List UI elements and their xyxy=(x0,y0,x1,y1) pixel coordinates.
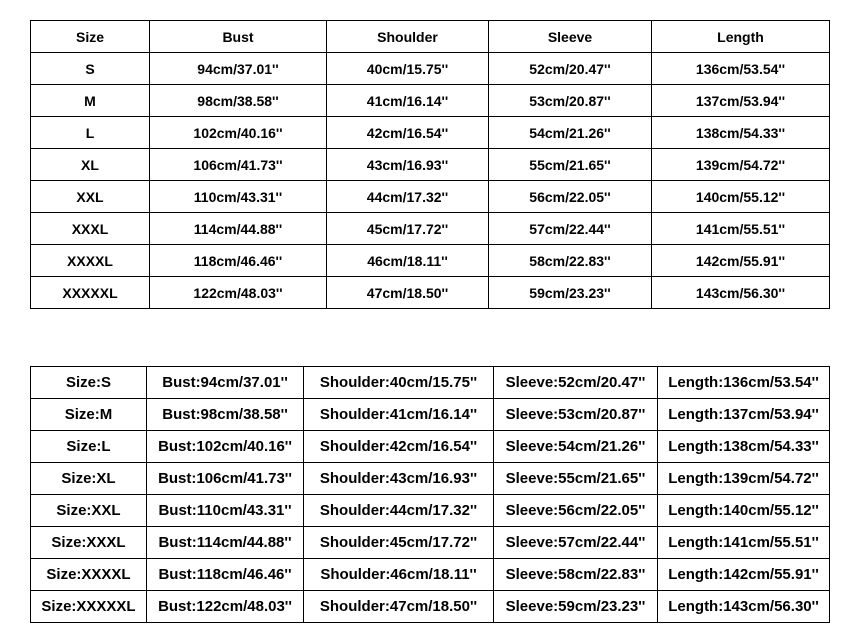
table-cell: Bust:98cm/38.58'' xyxy=(147,399,304,431)
table-cell: 43cm/16.93'' xyxy=(327,149,489,181)
table-cell: Shoulder:44cm/17.32'' xyxy=(304,495,494,527)
table-cell: Length:137cm/53.94'' xyxy=(658,399,830,431)
table-cell: 141cm/55.51'' xyxy=(652,213,830,245)
table-cell: Size:XXXL xyxy=(31,527,147,559)
table-cell: Size:M xyxy=(31,399,147,431)
table-cell: 40cm/15.75'' xyxy=(327,53,489,85)
table-cell: 139cm/54.72'' xyxy=(652,149,830,181)
table-cell: 58cm/22.83'' xyxy=(489,245,652,277)
table-cell: XXXL xyxy=(31,213,150,245)
table-cell: 102cm/40.16'' xyxy=(150,117,327,149)
table-cell: 98cm/38.58'' xyxy=(150,85,327,117)
table-cell: Size:XXXXXL xyxy=(31,591,147,623)
table-cell: 41cm/16.14'' xyxy=(327,85,489,117)
table-cell: 110cm/43.31'' xyxy=(150,181,327,213)
table-cell: XXXXXL xyxy=(31,277,150,309)
table-cell: Bust:118cm/46.46'' xyxy=(147,559,304,591)
table-row xyxy=(31,527,830,559)
table-row xyxy=(31,367,830,399)
table-cell: 52cm/20.47'' xyxy=(489,53,652,85)
table-cell: 59cm/23.23'' xyxy=(489,277,652,309)
column-header: Length xyxy=(652,21,830,53)
table-cell: Length:139cm/54.72'' xyxy=(658,463,830,495)
table-cell: 42cm/16.54'' xyxy=(327,117,489,149)
table-row xyxy=(31,495,830,527)
table-cell: Length:138cm/54.33'' xyxy=(658,431,830,463)
table-row xyxy=(31,53,830,85)
table-cell: XXL xyxy=(31,181,150,213)
table-cell: 94cm/37.01'' xyxy=(150,53,327,85)
table-cell: Length:143cm/56.30'' xyxy=(658,591,830,623)
table-cell: Size:L xyxy=(31,431,147,463)
table-cell: XXXXL xyxy=(31,245,150,277)
table-cell: M xyxy=(31,85,150,117)
table-header-row xyxy=(31,21,830,53)
table-cell: Bust:106cm/41.73'' xyxy=(147,463,304,495)
table-row xyxy=(31,591,830,623)
table-cell: Size:XXXXL xyxy=(31,559,147,591)
table-cell: 142cm/55.91'' xyxy=(652,245,830,277)
table-cell: 57cm/22.44'' xyxy=(489,213,652,245)
size-chart-table xyxy=(30,20,830,309)
table-row xyxy=(31,277,830,309)
table-row xyxy=(31,85,830,117)
column-header: Size xyxy=(31,21,150,53)
table-cell: 46cm/18.11'' xyxy=(327,245,489,277)
column-header: Sleeve xyxy=(489,21,652,53)
table-cell: Shoulder:45cm/17.72'' xyxy=(304,527,494,559)
table-row xyxy=(31,149,830,181)
table-cell: Sleeve:53cm/20.87'' xyxy=(494,399,658,431)
table-cell: Bust:94cm/37.01'' xyxy=(147,367,304,399)
table-cell: Sleeve:56cm/22.05'' xyxy=(494,495,658,527)
table-cell: Size:S xyxy=(31,367,147,399)
table-cell: Sleeve:58cm/22.83'' xyxy=(494,559,658,591)
table-cell: 47cm/18.50'' xyxy=(327,277,489,309)
table-cell: 55cm/21.65'' xyxy=(489,149,652,181)
table-cell: 56cm/22.05'' xyxy=(489,181,652,213)
table-cell: Sleeve:57cm/22.44'' xyxy=(494,527,658,559)
table-cell: Shoulder:47cm/18.50'' xyxy=(304,591,494,623)
table-cell: 54cm/21.26'' xyxy=(489,117,652,149)
column-header: Bust xyxy=(150,21,327,53)
table-cell: 143cm/56.30'' xyxy=(652,277,830,309)
table-cell: Size:XL xyxy=(31,463,147,495)
table-row xyxy=(31,245,830,277)
table-row xyxy=(31,559,830,591)
table-cell: Length:136cm/53.54'' xyxy=(658,367,830,399)
table-cell: Length:142cm/55.91'' xyxy=(658,559,830,591)
size-list-body xyxy=(31,367,830,623)
table-cell: Sleeve:55cm/21.65'' xyxy=(494,463,658,495)
table-cell: Bust:102cm/40.16'' xyxy=(147,431,304,463)
table-cell: Sleeve:54cm/21.26'' xyxy=(494,431,658,463)
table-cell: 140cm/55.12'' xyxy=(652,181,830,213)
table-cell: Bust:114cm/44.88'' xyxy=(147,527,304,559)
table-cell: Shoulder:42cm/16.54'' xyxy=(304,431,494,463)
table-cell: 122cm/48.03'' xyxy=(150,277,327,309)
size-chart-body xyxy=(31,21,830,309)
table-cell: 137cm/53.94'' xyxy=(652,85,830,117)
table-row xyxy=(31,431,830,463)
table-cell: 53cm/20.87'' xyxy=(489,85,652,117)
table-cell: 138cm/54.33'' xyxy=(652,117,830,149)
column-header: Shoulder xyxy=(327,21,489,53)
table-cell: Shoulder:46cm/18.11'' xyxy=(304,559,494,591)
table-cell: Bust:110cm/43.31'' xyxy=(147,495,304,527)
table-cell: XL xyxy=(31,149,150,181)
table-cell: 45cm/17.72'' xyxy=(327,213,489,245)
table-row xyxy=(31,213,830,245)
size-list-table xyxy=(30,366,830,623)
table-row xyxy=(31,117,830,149)
table-cell: 106cm/41.73'' xyxy=(150,149,327,181)
table-cell: 114cm/44.88'' xyxy=(150,213,327,245)
table-cell: Sleeve:59cm/23.23'' xyxy=(494,591,658,623)
table-cell: Length:140cm/55.12'' xyxy=(658,495,830,527)
table-cell: Length:141cm/55.51'' xyxy=(658,527,830,559)
table-cell: L xyxy=(31,117,150,149)
table-cell: Shoulder:40cm/15.75'' xyxy=(304,367,494,399)
table-cell: Shoulder:41cm/16.14'' xyxy=(304,399,494,431)
table-row xyxy=(31,399,830,431)
table-cell: Shoulder:43cm/16.93'' xyxy=(304,463,494,495)
table-row xyxy=(31,463,830,495)
table-cell: 118cm/46.46'' xyxy=(150,245,327,277)
table-cell: Bust:122cm/48.03'' xyxy=(147,591,304,623)
table-cell: Sleeve:52cm/20.47'' xyxy=(494,367,658,399)
table-cell: 136cm/53.54'' xyxy=(652,53,830,85)
table-cell: 44cm/17.32'' xyxy=(327,181,489,213)
table-cell: S xyxy=(31,53,150,85)
table-cell: Size:XXL xyxy=(31,495,147,527)
table-row xyxy=(31,181,830,213)
